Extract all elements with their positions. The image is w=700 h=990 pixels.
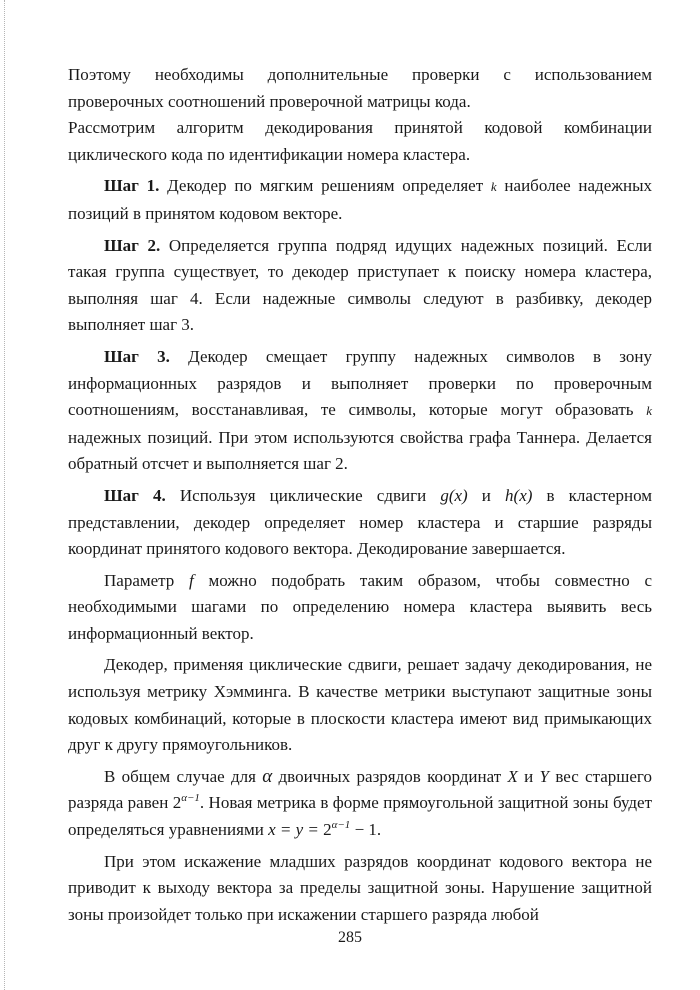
variable-y-capital: Y [539, 766, 550, 786]
variable-x-capital: X [507, 766, 518, 786]
paragraph-intro: Поэтому необходимы дополнительные проверки с использованием проверочных соотношений проверочной матрицы кода. [68, 65, 652, 111]
step-4-label: Шаг 4. [104, 485, 166, 505]
paragraph-algorithm: Рассмотрим алгоритм декодирования принятой кодовой комбинации циклического кода по идентификации номера кластера. [68, 118, 652, 164]
paragraph-decoder: Декодер, применяя циклические сдвиги, решает задачу декодирования, не используя метрику Хэмминга. В качестве метрики выступают защитные зоны кодовых комбинаций, которые в плоскости кластера имеют вид примыкающих друг к другу прямоугольников. [68, 655, 652, 755]
paragraph-step-3: Шаг 3. Декодер смещает группу надежных символов в зону информационных разрядов и выполняет проверки по проверочным соотношениям, восстанавливая, те символы, которые могут образовать k надежных позиций. При этом используются свойства графа Таннера. Делается обратный отсчет и выполняется шаг 2. [68, 346, 653, 474]
paragraph-step-4: Шаг 4. Используя циклические сдвиги g(x) и h(x) в кластерном представлении, декодер определяет номер кластера и старшие разряды координат принятого кодового вектора. Декодирование завершается. [68, 485, 653, 559]
step-1-label: Шаг 1. [104, 176, 160, 196]
document-body [68, 62, 652, 928]
page-edge-dots [4, 0, 5, 990]
paragraph-parameter: Параметр f можно подобрать таким образом, чтобы совместно с необходимыми шагами по определению номера кластера выявить весь информационный вектор. [68, 570, 652, 643]
page-number: 285 [338, 929, 362, 946]
variable-f: f [189, 570, 194, 590]
variable-alpha: α [262, 765, 273, 787]
variable-k: k [646, 403, 652, 419]
formula-g-x: g(x) [440, 485, 468, 505]
formula-power: $2^{\alpha-1}$ [172, 792, 200, 813]
paragraph-step-1: Шаг 1. Декодер по мягким решениям определяет k наиболее надежных позиций в принятом кодовом векторе. [68, 176, 653, 223]
step-2-label: Шаг 2. [104, 235, 161, 255]
formula-equation: $x = y = 2^{\alpha-1} - 1$. [268, 819, 382, 840]
paragraph-step-2: Шаг 2. Определяется группа подряд идущих надежных позиций. Если такая группа существует, то декодер приступает к поиску номера кластера, выполняя шаг 4. Если надежные символы следуют в разбивку, декодер выполняет шаг 3. [68, 235, 652, 335]
variable-k: k [490, 179, 497, 195]
paragraph-general-case: В общем случае для α двоичных разрядов координат X и Y вес старшего разряда равен $2^{\alpha-1}$. Новая метрика в форме прямоугольной защитной зоны будет определяться уравнениями $x = y = 2^{\alpha-1} - 1$. [68, 765, 652, 840]
formula-h-x: h(x) [505, 485, 533, 505]
step-3-label: Шаг 3. [104, 346, 170, 366]
paragraph-distortion: При этом искажение младших разрядов координат кодового вектора не приводит к выходу вектора за пределы защитной зоны. Нарушение защитной зоны произойдет только при искажении старшего разряда любой [68, 851, 652, 924]
